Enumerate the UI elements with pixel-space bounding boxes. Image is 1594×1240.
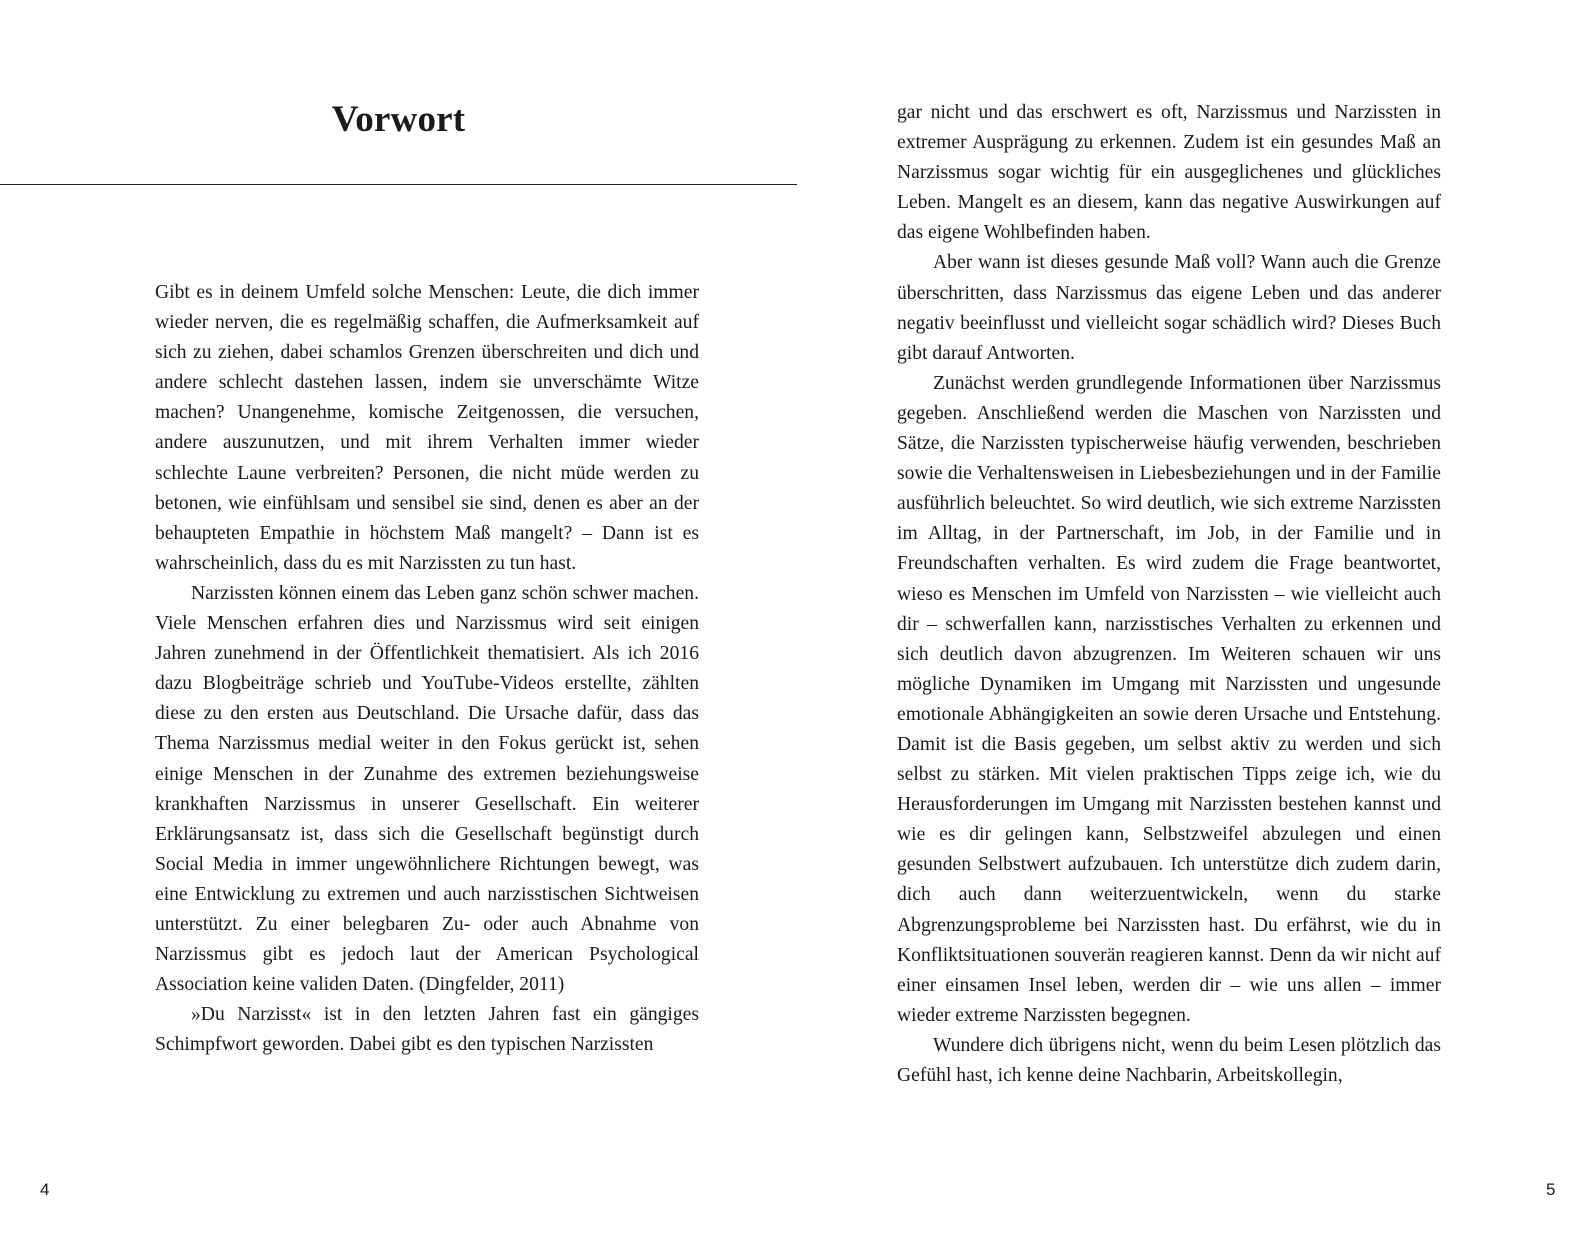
right-page — [797, 0, 1594, 1240]
right-text-column — [897, 98, 1441, 1091]
chapter-title: Vorwort — [331, 99, 466, 140]
paragraph: Wundere dich übrigens nicht, wenn du beim Lesen plötzlich das Gefühl hast, ich kenne deine Nachbarin, Arbeitskollegin, — [897, 1034, 1441, 1086]
title-divider — [0, 184, 797, 185]
left-text-column — [155, 278, 699, 1060]
paragraph: Narzissten können einem das Leben ganz schön schwer machen. Viele Menschen erfahren dies und Narzissmus wird seit einigen Jahren zunehmend in der Öffentlichkeit thematisiert. Als ich 2016 dazu Blogbeiträge schrieb und YouTube-Videos erstellte, zählten diese zu den ersten aus Deutschland. Die Ursache dafür, dass das Thema Narzissmus medial weiter in den Fokus gerückt ist, sehen einige Menschen in der Zunahme des extremen beziehungsweise krankhaften Narzissmus in unserer Gesellschaft. Ein weiterer Erklärungsansatz ist, dass sich die Gesellschaft begünstigt durch Social Media in immer ungewöhnlichere Richtungen bewegt, was eine Entwicklung zu extremen und auch narzisstischen Sichtweisen unterstützt. Zu einer belegbaren Zu- oder auch Abnahme von Narzissmus gibt es jedoch laut der American Psychological Association keine validen Daten. (Dingfelder, 2011) — [155, 582, 699, 996]
page-number-right: 5 — [1546, 1180, 1556, 1199]
page-number-left: 4 — [40, 1180, 50, 1199]
paragraph: Zunächst werden grundlegende Informationen über Narzissmus gegeben. Anschließend werden die Maschen von Narzissten und Sätze, die Narzissten typischerweise häufig verwenden, beschrieben sowie die Verhaltensweisen in Liebesbeziehungen und in der Familie ausführlich beleuchtet. So wird deutlich, wie sich extreme Narzissten im Alltag, in der Partnerschaft, im Job, in der Familie und in Freundschaften verhalten. Es wird zudem die Frage beantwortet, wieso es Menschen im Umfeld von Narzissten – wie vielleicht auch dir – schwerfallen kann, narzisstisches Verhalten zu erkennen und sich deutlich davon abzugrenzen. Im Weiteren schauen wir uns mögliche Dynamiken im Umgang mit Narzissten und ungesunde emotionale Abhängigkeiten an sowie deren Ursache und Entstehung. Damit ist die Basis gegeben, um selbst aktiv zu werden und sich selbst zu stärken. Mit vielen praktischen Tipps zeige ich, wie du Herausforderungen im Umgang mit Narzissten bestehen kannst und wie es dir gelingen kann, Selbstzweifel abzulegen und einen gesunden Selbstwert aufzubauen. Ich unterstütze dich zudem darin, dich auch dann weiterzuentwickeln, wenn du starke Abgrenzungsprobleme bei Narzissten hast. Du erfährst, wie du in Konfliktsituationen souverän reagieren kannst. Denn da wir nicht auf einer einsamen Insel leben, werden dir – wie uns allen – immer wieder extreme Narzissten begegnen. — [897, 372, 1441, 1026]
paragraph: gar nicht und das erschwert es oft, Narzissmus und Narzissten in extremer Ausprägung zu erkennen. Zudem ist ein gesundes Maß an Narzissmus sogar wichtig für ein ausgeglichenes und glückliches Leben. Mangelt es an diesem, kann das negative Auswirkungen auf das eigene Wohlbefinden haben. — [897, 102, 1441, 244]
paragraph: Aber wann ist dieses gesunde Maß voll? Wann auch die Grenze überschritten, dass Narzissmus das eigene Leben und das anderer negativ beeinflusst und vielleicht sogar schädlich wird? Dieses Buch gibt darauf Antworten. — [897, 252, 1441, 364]
paragraph: »Du Narzisst« ist in den letzten Jahren fast ein gängiges Schimpfwort geworden. Dabei gibt es den typischen Narzissten — [155, 1004, 699, 1056]
paragraph: Gibt es in deinem Umfeld solche Menschen: Leute, die dich immer wieder nerven, die es regelmäßig schaffen, die Aufmerksamkeit auf sich zu ziehen, dabei schamlos Grenzen überschreiten und dich und andere schlecht dastehen lassen, indem sie unverschämte Witze machen? Unangenehme, komische Zeitgenossen, die versuchen, andere auszunutzen, und mit ihrem Verhalten immer wieder schlechte Laune verbreiten? Personen, die nicht müde werden zu betonen, wie einfühlsam und sensibel sie sind, denen es aber an der behaupteten Empathie in höchstem Maß mangelt? – Dann ist es wahrscheinlich, dass du es mit Narzissten zu tun hast. — [155, 282, 699, 574]
